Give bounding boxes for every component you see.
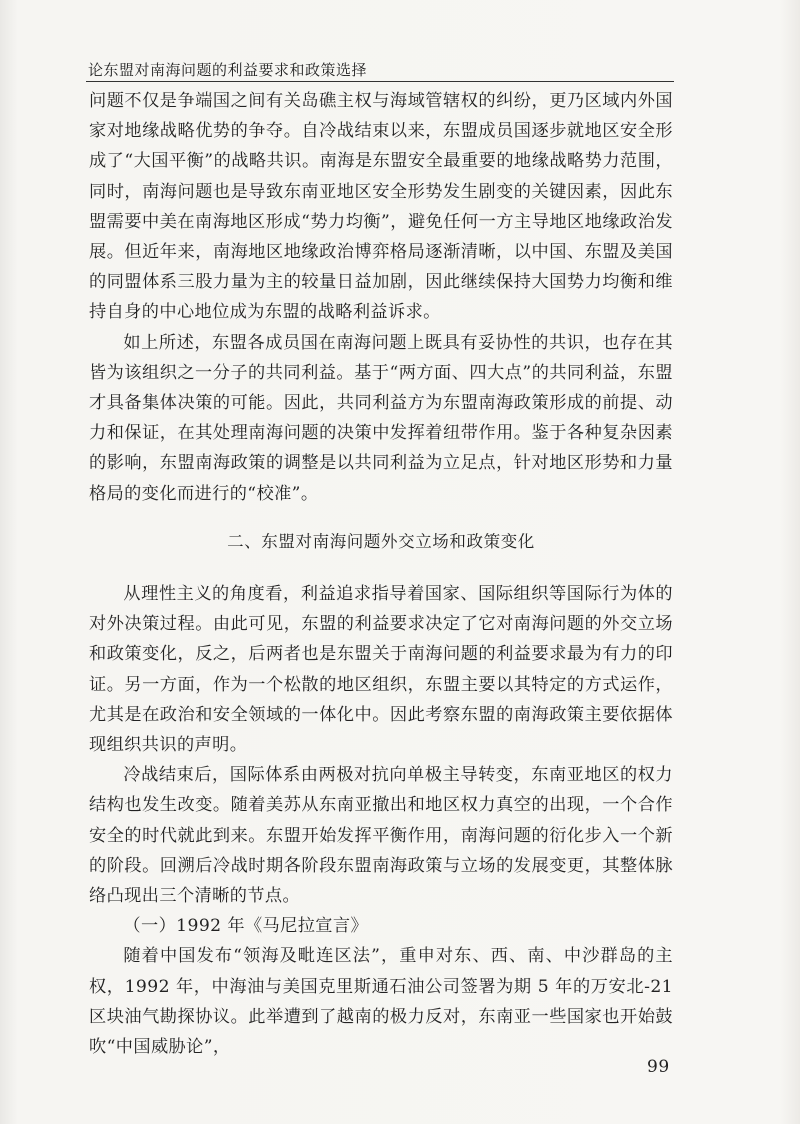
header-rule [86, 81, 674, 82]
paragraph: 冷战结束后，国际体系由两极对抗向单极主导转变，东南亚地区的权力结构也发生改变。随着美苏从东南亚撤出和地区权力真空的出现，一个合作安全的时代就此到来。东盟开始发挥平衡作用，南海问题的衍化步入一个新的阶段。回溯后冷战时期各阶段东盟南海政策与立场的发展变更，其整体脉络凸现出三个清晰的节点。 [89, 765, 673, 907]
page-number: 99 [647, 1057, 670, 1077]
paragraph: 随着中国发布“领海及毗连区法”，重申对东、西、南、中沙群岛的主权，1992 年，中海油与美国克里斯通石油公司签署为期 5 年的万安北-21 区块油气勘探协议。此举遭到了越南的极力反对，东南亚一些国家也开始鼓吹“中国威胁论”， [89, 946, 673, 1058]
body-text [89, 86, 673, 1062]
subsection-heading: （一）1992 年《马尼拉宣言》 [123, 916, 369, 937]
running-head: 论东盟对南海问题的利益要求和政策选择 [88, 61, 368, 79]
paragraph: 从理性主义的角度看，利益追求指导着国家、国际组织等国际行为体的对外决策过程。由此可见，东盟的利益要求决定了它对南海问题的外交立场和政策变化，反之，后两者也是东盟关于南海问题的利益要求最为有力的印证。另一方面，作为一个松散的地区组织，东盟主要以其特定的方式运作，尤其是在政治和安全领域的一体化中。因此考察东盟的南海政策主要依据体现组织共识的声明。 [89, 584, 673, 756]
section-heading: 二、东盟对南海问题外交立场和政策变化 [227, 531, 535, 551]
paragraph-continued: 问题不仅是争端国之间有关岛礁主权与海域管辖权的纠纷，更乃区域内外国家对地缘战略优势的争夺。自冷战结束以来，东盟成员国逐步就地区安全形成了“大国平衡”的战略共识。南海是东盟安全最重要的地缘战略势力范围，同时，南海问题也是导致东南亚地区安全形势发生剧变的关键因素，因此东盟需要中美在南海地区形成“势力均衡”，避免任何一方主导地区地缘政治发展。但近年来，南海地区地缘政治博弈格局逐渐清晰，以中国、东盟及美国的同盟体系三股力量为主的较量日益加剧，因此继续保持大国势力均衡和维持自身的中心地位成为东盟的战略利益诉求。 [89, 91, 673, 323]
paragraph: 如上所述，东盟各成员国在南海问题上既具有妥协性的共识，也存在其皆为该组织之一分子的共同利益。基于“两方面、四大点”的共同利益，东盟才具备集体决策的可能。因此，共同利益方为东盟南海政策形成的前提、动力和保证，在其处理南海问题的决策中发挥着纽带作用。鉴于各种复杂因素的影响，东盟南海政策的调整是以共同利益为立足点，针对地区形势和力量格局的变化而进行的“校准”。 [89, 332, 673, 504]
